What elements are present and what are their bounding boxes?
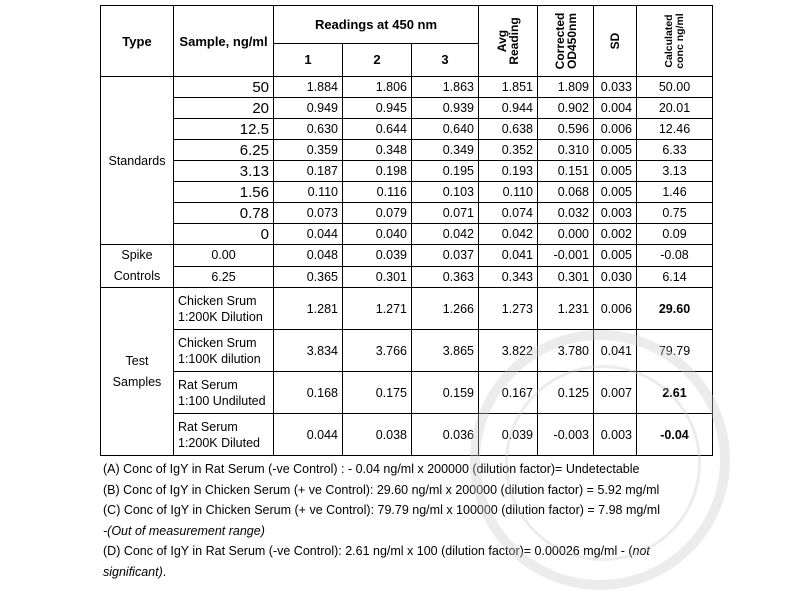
- group-label-standards: Standards: [101, 77, 174, 245]
- corrected-cell: 0.000: [538, 224, 594, 245]
- reading-cell: 0.071: [412, 203, 479, 224]
- sample-cell: Chicken Srum 1:100K dilution: [174, 330, 274, 372]
- reading-cell: 0.644: [343, 119, 412, 140]
- table-row: [101, 140, 713, 161]
- reading-cell: 0.159: [412, 372, 479, 414]
- type-header: Type: [101, 6, 174, 77]
- reading-cell: 0.945: [343, 98, 412, 119]
- avg-cell: 3.822: [479, 330, 538, 372]
- reading-3-header: 3: [412, 43, 479, 76]
- sd-cell: 0.006: [594, 119, 637, 140]
- calc-cell: 0.75: [637, 203, 713, 224]
- corrected-cell: -0.003: [538, 414, 594, 456]
- table-row: [101, 203, 713, 224]
- corrected-cell: 0.032: [538, 203, 594, 224]
- sd-cell: 0.005: [594, 182, 637, 203]
- table-row: [101, 245, 713, 267]
- sd-cell: 0.004: [594, 98, 637, 119]
- note-a: (A) Conc of IgY in Rat Serum (-ve Control) : - 0.04 ng/ml x 200000 (dilution factor)= Undetectable: [103, 462, 640, 476]
- reading-cell: 0.038: [343, 414, 412, 456]
- corrected-cell: 0.596: [538, 119, 594, 140]
- sd-cell: 0.041: [594, 330, 637, 372]
- reading-cell: 0.168: [274, 372, 343, 414]
- reading-cell: 1.271: [343, 288, 412, 330]
- calc-cell: 6.14: [637, 266, 713, 288]
- table-row: [101, 414, 713, 456]
- sd-cell: 0.002: [594, 224, 637, 245]
- reading-cell: 0.040: [343, 224, 412, 245]
- table-row: [101, 372, 713, 414]
- sd-cell: 0.030: [594, 266, 637, 288]
- corrected-cell: 0.301: [538, 266, 594, 288]
- reading-cell: 0.359: [274, 140, 343, 161]
- note-d: (D) Conc of IgY in Rat Serum (-ve Control): 2.61 ng/ml x 100 (dilution factor)= 0.00026 mg/ml - (not: [103, 544, 650, 558]
- sample-cell: Rat Serum 1:100 Undiluted: [174, 372, 274, 414]
- reading-cell: 0.110: [274, 182, 343, 203]
- reading-cell: 0.348: [343, 140, 412, 161]
- reading-cell: 0.939: [412, 98, 479, 119]
- corrected-cell: -0.001: [538, 245, 594, 267]
- sd-cell: 0.005: [594, 140, 637, 161]
- reading-cell: 0.036: [412, 414, 479, 456]
- readings-header: Readings at 450 nm: [274, 6, 479, 44]
- reading-cell: 0.039: [343, 245, 412, 267]
- sample-cell: 3.13: [174, 161, 274, 182]
- calc-cell: 20.01: [637, 98, 713, 119]
- reading-cell: 0.175: [343, 372, 412, 414]
- reading-cell: 0.116: [343, 182, 412, 203]
- reading-cell: 0.042: [412, 224, 479, 245]
- reading-cell: 0.640: [412, 119, 479, 140]
- table-row: [101, 77, 713, 98]
- header-row-top: [101, 6, 713, 44]
- corrected-cell: 0.068: [538, 182, 594, 203]
- reading-cell: 0.630: [274, 119, 343, 140]
- avg-reading-header: Avg Reading: [479, 6, 538, 77]
- sample-cell: 0: [174, 224, 274, 245]
- sd-cell: 0.007: [594, 372, 637, 414]
- sd-cell: 0.003: [594, 414, 637, 456]
- corrected-od-header: Corrected OD450nm: [538, 6, 594, 77]
- calc-cell: 1.46: [637, 182, 713, 203]
- reading-cell: 0.949: [274, 98, 343, 119]
- sample-cell: 12.5: [174, 119, 274, 140]
- reading-cell: 0.044: [274, 414, 343, 456]
- calc-cell: 12.46: [637, 119, 713, 140]
- avg-cell: 0.193: [479, 161, 538, 182]
- group-label-spike-controls: Spike Controls: [101, 245, 174, 288]
- calc-cell: 2.61: [637, 372, 713, 414]
- corrected-cell: 1.809: [538, 77, 594, 98]
- sd-cell: 0.005: [594, 161, 637, 182]
- avg-cell: 0.343: [479, 266, 538, 288]
- table-row: [101, 288, 713, 330]
- reading-cell: 1.806: [343, 77, 412, 98]
- sd-cell: 0.003: [594, 203, 637, 224]
- reading-cell: 3.865: [412, 330, 479, 372]
- calc-cell: 3.13: [637, 161, 713, 182]
- reading-cell: 1.281: [274, 288, 343, 330]
- reading-cell: 1.884: [274, 77, 343, 98]
- calc-cell: 29.60: [637, 288, 713, 330]
- corrected-cell: 0.151: [538, 161, 594, 182]
- calc-cell: 79.79: [637, 330, 713, 372]
- avg-cell: 0.638: [479, 119, 538, 140]
- reading-cell: 0.365: [274, 266, 343, 288]
- calculation-notes: [100, 459, 712, 582]
- corrected-cell: 0.125: [538, 372, 594, 414]
- reading-cell: 0.103: [412, 182, 479, 203]
- reading-1-header: 1: [274, 43, 343, 76]
- sample-cell: 0.78: [174, 203, 274, 224]
- reading-cell: 0.198: [343, 161, 412, 182]
- avg-cell: 0.039: [479, 414, 538, 456]
- calc-cell: 50.00: [637, 77, 713, 98]
- avg-cell: 1.273: [479, 288, 538, 330]
- sample-cell: Chicken Srum 1:200K Dilution: [174, 288, 274, 330]
- reading-cell: 0.301: [343, 266, 412, 288]
- note-b: (B) Conc of IgY in Chicken Serum (+ ve Control): 29.60 ng/ml x 200000 (dilution factor) = 5.92 mg/ml: [103, 482, 660, 497]
- calc-cell: 6.33: [637, 140, 713, 161]
- reading-cell: 0.195: [412, 161, 479, 182]
- reading-cell: 0.349: [412, 140, 479, 161]
- sample-cell: 6.25: [174, 266, 274, 288]
- sd-cell: 0.033: [594, 77, 637, 98]
- reading-cell: 0.037: [412, 245, 479, 267]
- avg-cell: 0.041: [479, 245, 538, 267]
- table-row: [101, 161, 713, 182]
- table-row: [101, 224, 713, 245]
- reading-cell: 0.187: [274, 161, 343, 182]
- avg-cell: 0.944: [479, 98, 538, 119]
- reading-cell: 0.044: [274, 224, 343, 245]
- avg-cell: 0.110: [479, 182, 538, 203]
- elisa-results-table: [100, 5, 713, 456]
- calc-cell: -0.08: [637, 245, 713, 267]
- reading-cell: 1.863: [412, 77, 479, 98]
- note-c: (C) Conc of IgY in Chicken Serum (+ ve Control): 79.79 ng/ml x 100000 (dilution factor) = 7.98 mg/ml: [103, 503, 660, 517]
- table-row: [101, 266, 713, 288]
- table-row: [101, 119, 713, 140]
- corrected-cell: 0.902: [538, 98, 594, 119]
- sd-cell: 0.006: [594, 288, 637, 330]
- sample-cell: 20: [174, 98, 274, 119]
- table-row: [101, 182, 713, 203]
- avg-cell: 0.167: [479, 372, 538, 414]
- reading-cell: 1.266: [412, 288, 479, 330]
- reading-cell: 0.048: [274, 245, 343, 267]
- reading-cell: 3.834: [274, 330, 343, 372]
- note-d-continued: significant).: [103, 564, 167, 579]
- avg-cell: 0.352: [479, 140, 538, 161]
- reading-cell: 3.766: [343, 330, 412, 372]
- sample-cell: Rat Serum 1:200K Diluted: [174, 414, 274, 456]
- sample-cell: 6.25: [174, 140, 274, 161]
- sample-cell: 1.56: [174, 182, 274, 203]
- calc-conc-header: Calculated conc ng/ml: [637, 6, 713, 77]
- reading-cell: 0.073: [274, 203, 343, 224]
- reading-2-header: 2: [343, 43, 412, 76]
- sd-cell: 0.005: [594, 245, 637, 267]
- avg-cell: 0.042: [479, 224, 538, 245]
- reading-cell: 0.079: [343, 203, 412, 224]
- group-label-test-samples: Test Samples: [101, 288, 174, 456]
- note-c-continued: -(Out of measurement range): [103, 523, 265, 538]
- avg-cell: 1.851: [479, 77, 538, 98]
- table-row: [101, 330, 713, 372]
- calc-cell: -0.04: [637, 414, 713, 456]
- calc-cell: 0.09: [637, 224, 713, 245]
- corrected-cell: 0.310: [538, 140, 594, 161]
- sample-cell: 0.00: [174, 245, 274, 267]
- avg-cell: 0.074: [479, 203, 538, 224]
- corrected-cell: 3.780: [538, 330, 594, 372]
- results-table-container: [100, 5, 712, 582]
- sd-header: SD: [594, 6, 637, 77]
- reading-cell: 0.363: [412, 266, 479, 288]
- corrected-cell: 1.231: [538, 288, 594, 330]
- table-row: [101, 98, 713, 119]
- sample-header: Sample, ng/ml: [174, 6, 274, 77]
- sample-cell: 50: [174, 77, 274, 98]
